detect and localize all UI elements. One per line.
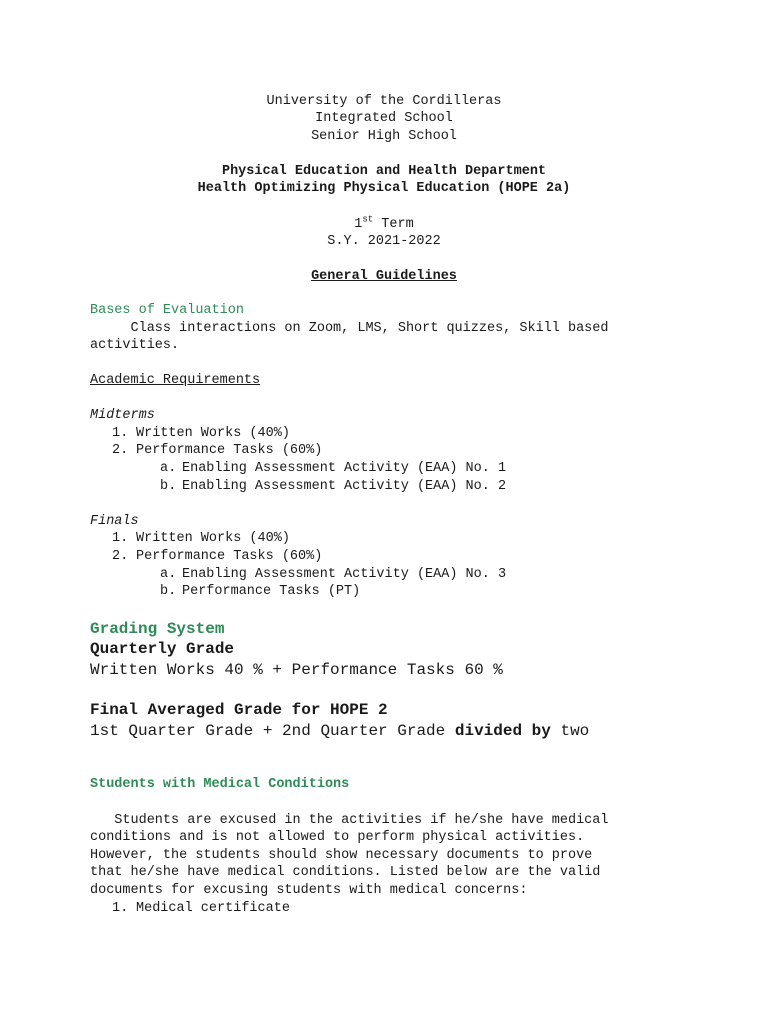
final-grade-label: Final Averaged Grade for HOPE 2 [90, 701, 388, 719]
school-level: Senior High School [311, 129, 457, 144]
midterms-subitem-b: Enabling Assessment Activity (EAA) No. 2 [182, 479, 507, 494]
midterms-item-2: Performance Tasks (60%) [136, 443, 323, 458]
academic-heading [90, 372, 260, 390]
academic-heading-text: Academic Requirements [90, 373, 261, 388]
finals-item-1-num: 1. [112, 531, 129, 546]
bases-line-1: Class interactions on Zoom, LMS, Short quizzes, Skill based [90, 321, 609, 336]
term-number: 1 [354, 217, 363, 232]
midterms-label: Midterms [90, 408, 155, 423]
midterms-item-2-num: 2. [112, 443, 129, 458]
medical-item-1-num: 1. [112, 901, 129, 916]
guidelines-title-text: General Guidelines [311, 269, 457, 284]
final-formula-part-b: divided by [454, 722, 551, 740]
finals-item-2: Performance Tasks (60%) [136, 549, 323, 564]
medical-line-5: documents for excusing students with medical concerns: [90, 883, 528, 898]
bases-heading: Bases of Evaluation [90, 303, 244, 318]
school-name: University of the Cordilleras [266, 94, 502, 109]
quarterly-grade-label: Quarterly Grade [90, 640, 235, 658]
medical-line-2: conditions and is not allowed to perform physical activities. [90, 830, 585, 845]
course-title: Health Optimizing Physical Education (HOPE 2a) [197, 181, 571, 196]
medical-line-4: that he/she have medical conditions. Listed below are the valid [90, 865, 601, 880]
midterms-subitem-a: Enabling Assessment Activity (EAA) No. 1 [182, 461, 507, 476]
finals-item-2-num: 2. [112, 549, 129, 564]
final-grade-formula [90, 721, 589, 741]
finals-subitem-a-num: a. [160, 567, 177, 582]
medical-item-1: Medical certificate [136, 901, 290, 916]
midterms-item-1: Written Works (40%) [136, 426, 290, 441]
bases-line-2: activities. [90, 338, 180, 353]
midterms-item-1-num: 1. [112, 426, 129, 441]
department-name: Physical Education and Health Department [221, 164, 547, 179]
school-unit: Integrated School [315, 111, 453, 126]
midterms-subitem-a-num: a. [160, 461, 177, 476]
medical-line-1: Students are excused in the activities if he/she have medical [90, 813, 609, 828]
school-year: S.Y. 2021-2022 [327, 234, 441, 249]
midterms-subitem-b-num: b. [160, 479, 177, 494]
quarterly-grade-formula: Written Works 40 % + Performance Tasks 60 % [90, 661, 503, 679]
medical-line-3: However, the students should show necessary documents to prove [90, 848, 593, 863]
finals-label: Finals [90, 514, 139, 529]
term-line [0, 216, 768, 234]
guidelines-title [0, 268, 768, 286]
final-formula-part-a: 1st Quarter Grade + 2nd Quarter Grade [90, 722, 455, 740]
term-word: Term [373, 217, 414, 232]
medical-heading: Students with Medical Conditions [90, 777, 350, 792]
finals-subitem-b: Performance Tasks (PT) [182, 584, 361, 599]
term-suffix: st [362, 214, 374, 225]
grading-heading: Grading System [90, 620, 225, 638]
finals-subitem-a: Enabling Assessment Activity (EAA) No. 3 [182, 567, 507, 582]
finals-item-1: Written Works (40%) [136, 531, 290, 546]
final-formula-part-c: two [550, 722, 590, 740]
finals-subitem-b-num: b. [160, 584, 177, 599]
